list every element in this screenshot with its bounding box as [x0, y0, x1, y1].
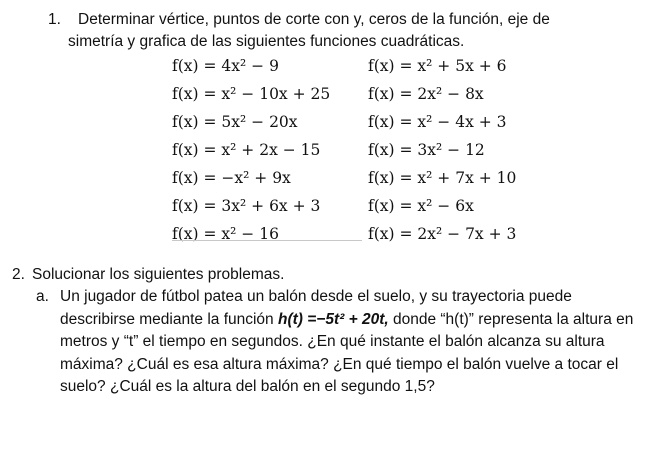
exercise-2-number: 2.: [12, 266, 25, 283]
equation-left: f(x) = 4x² − 9: [172, 57, 279, 75]
problem-a-body: [60, 286, 640, 399]
equation-left: f(x) = x² + 2x − 15: [172, 141, 321, 159]
equation-left: f(x) = 5x² − 20x: [172, 113, 298, 131]
equation-right: f(x) = x² − 6x: [368, 197, 474, 215]
exercise-2-text: Solucionar los siguientes problemas.: [32, 266, 285, 283]
equation-right: f(x) = 2x² − 7x + 3: [368, 225, 517, 243]
problem-a-text-after: donde “h(t)” representa la altura en metros y “t” el tiempo en segundos. ¿En qué instante el balón alcanza su altura máxima? ¿Cuál es esa altura máxima? ¿En qué tiempo el balón vuelve a tocar el suelo? ¿Cuál es la altura del balón en el segundo 1,5?: [60, 310, 634, 395]
equation-left: f(x) = 3x² + 6x + 3: [172, 197, 321, 215]
equation-right: f(x) = 2x² − 8x: [368, 85, 484, 103]
equation-right: f(x) = x² + 5x + 6: [368, 57, 507, 75]
exercise-1-text-line2: simetría y grafica de las siguientes funciones cuadráticas.: [68, 33, 465, 50]
divider-line: [172, 240, 362, 241]
equation-right: f(x) = x² + 7x + 10: [368, 169, 517, 187]
exercise-1-text-line1: Determinar vértice, puntos de corte con y, ceros de la función, eje de: [78, 11, 550, 28]
problem-a-letter: a.: [36, 288, 49, 305]
equation-left: f(x) = x² − 10x + 25: [172, 85, 331, 103]
equation-left: f(x) = x² − 16: [172, 225, 279, 243]
exercise-1-number: 1.: [48, 11, 61, 28]
problem-a-text-before: Un jugador de fútbol patea un balón desde el suelo, y su trayectoria puede describirse mediante la función: [60, 288, 572, 328]
problem-a-function: h(t) =−5t² + 20t,: [277, 310, 389, 328]
equation-right: f(x) = 3x² − 12: [368, 141, 485, 159]
equation-right: f(x) = x² − 4x + 3: [368, 113, 507, 131]
equation-left: f(x) = −x² + 9x: [172, 169, 291, 187]
